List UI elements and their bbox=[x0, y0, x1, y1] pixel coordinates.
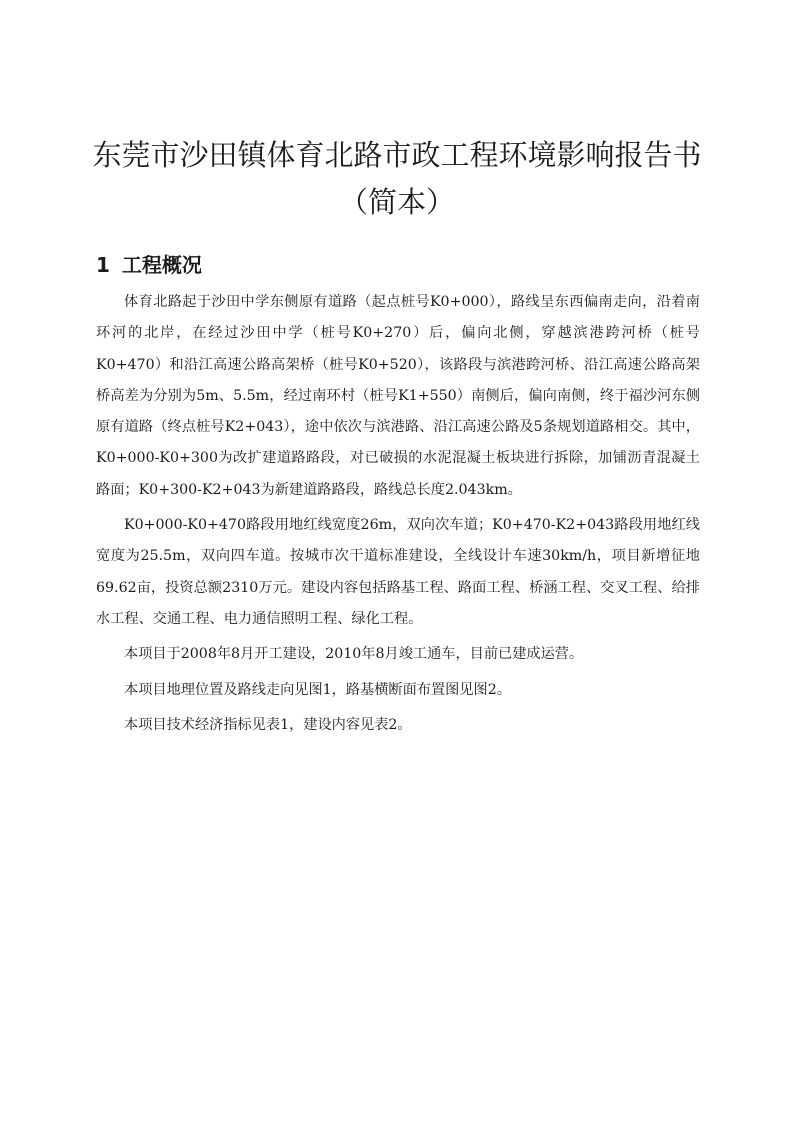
paragraph-table-reference: 本项目技术经济指标见表1，建设内容见表2。 bbox=[124, 716, 412, 733]
paragraph-route-description: 体育北路起于沙田中学东侧原有道路（起点桩号K0+000），路线呈东西偏南走向，沿着南环河的北岸，在经过沙田中学（桩号K0+270）后，偏向北侧，穿越滨港跨河桥（桩号K0+470）和沿江高速公路高架桥（桩号K0+520），该路段与滨港跨河桥、沿江高速公路高架桥高差为分别为5m、5.5m，经过南环村（桩号K1+550）南侧后，偏向南侧，终于福沙河东侧原有道路（终点桩号K2+043），途中依次与滨港路、沿江高速公路及5条规划道路相交。其中，K0+000-K0+300为改扩建道路路段，对已破损的水泥混凝土板块进行拆除，加铺沥青混凝土路面；K0+300-K2+043为新建道路路段，路线总长度2.043km。 bbox=[96, 294, 700, 498]
paragraph-road-specs: K0+000-K0+470路段用地红线宽度26m，双向次车道；K0+470-K2+043路段用地红线宽度为25.5m，双向四车道。按城市次干道标准建设，全线设计车速30km/h，项目新增征地69.62亩，投资总额2310万元。建设内容包括路基工程、路面工程、桥涵工程、交叉工程、给排水工程、交通工程、电力通信照明工程、绿化工程。 bbox=[96, 517, 700, 627]
document-subtitle: （简本） bbox=[338, 185, 455, 219]
section-heading bbox=[96, 249, 202, 278]
section-title: 工程概况 bbox=[121, 253, 202, 277]
paragraph-figure-reference: 本项目地理位置及路线走向见图1，路基横断面布置图见图2。 bbox=[124, 681, 511, 698]
document-title: 东莞市沙田镇体育北路市政工程环境影响报告书 bbox=[92, 138, 702, 172]
section-number: 1 bbox=[96, 253, 110, 277]
section-body bbox=[96, 287, 700, 745]
paragraph-construction-dates: 本项目于2008年8月开工建设，2010年8月竣工通车，目前已建成运营。 bbox=[124, 646, 584, 663]
